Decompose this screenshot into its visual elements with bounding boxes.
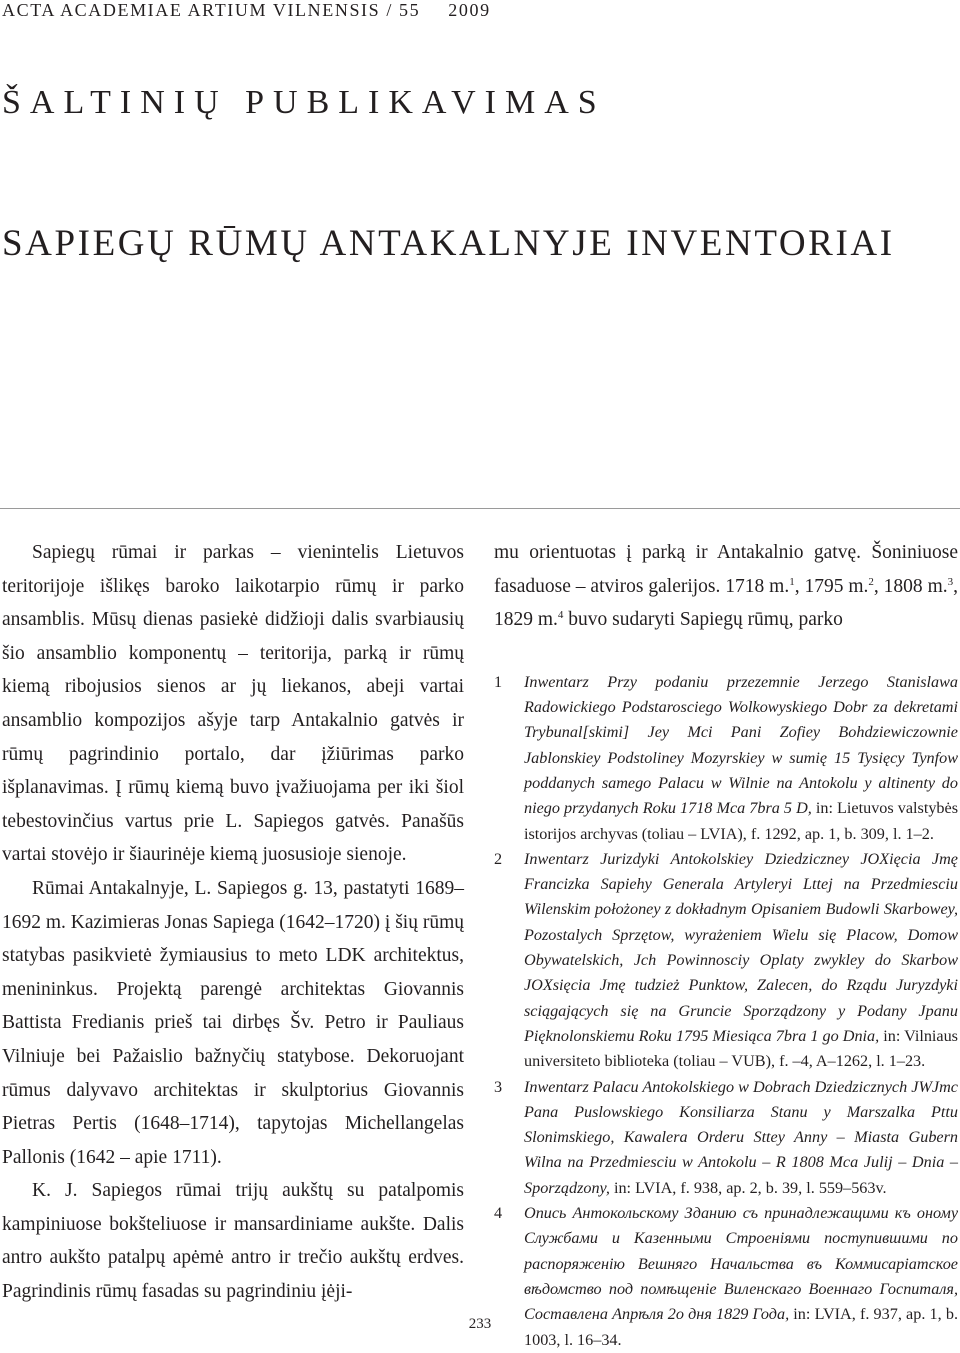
page-number: 233 [468, 1316, 492, 1332]
journal-name: ACTA ACADEMIAE ARTIUM VILNENSIS / 55 [2, 0, 421, 20]
footnote-source-title: Inwentarz Przy podaniu przezemnie Jerzego Stanislawa Radowickiego Podstarosciego Wolkowyskiego Dobr za dekretami Trybunal[skimi] Jey Mci Pani Zofiey Bohdziewiczownie Jablonskiey Podstoliney Mozyrskiey w sumię 15 Tysięcy Tynfow poddanych samego Palacu w Wilnie na Antokolu y altinenty do niego przydanych Roku 1718 Mca 7bra 5 D, [524, 672, 958, 818]
continuation-text-d: , 1829 m. [494, 575, 958, 631]
footnote-3 [494, 1075, 958, 1201]
footnote-number: 2 [494, 849, 503, 868]
footnote-source-title: Inwentarz Palacu Antokolskiego w Dobrach Dziedzicznych JWJmc Pana Puslowskiego Konsiliarza Stanu y Marszalka Pttu Slonimskiego, Kawalera Orderu Sttey Anny – Miasta Gubern Wilna na Przedmiesciu w Antokolu – R 1808 Mca Julij – Dnia – Sporządzony, [524, 1077, 958, 1197]
footnote-number: 1 [494, 672, 503, 691]
footnote-number: 3 [494, 1077, 503, 1096]
footnote-ref-1[interactable]: 1 [789, 575, 795, 588]
footnote-archive-ref: in: Lietuvos valstybės istorijos archyvas (toliau – LVIA), f. 1292, ap. 1, b. 309, l. 1–2. [524, 799, 958, 843]
footnote-archive-ref: in: LVIA, f. 937, ap. 1, b. 1003, l. 16–34. [524, 1305, 958, 1349]
footnote-1 [494, 670, 958, 847]
footnote-archive-ref: in: Vilniaus universiteto biblioteka (toliau – VUB), f. –4, A–1262, l. 1–23. [524, 1026, 958, 1071]
footnote-2 [494, 847, 958, 1075]
footnote-number: 4 [494, 1204, 503, 1223]
footnote-ref-2[interactable]: 2 [868, 575, 874, 588]
section-title: ŠALTINIŲ PUBLIKAVIMAS [2, 84, 606, 121]
body-paragraph-3: K. J. Sapiegos rūmai trijų aukštų su patalpomis kampiniuose bokšteliuose ir mansardiniame aukšte. Dalis antro aukšto patalpų apėmė antro ir trečio aukštų erdves. Pagrindinis rūmų fasadas su pagrindiniu įėji- [2, 1180, 464, 1303]
footnote-ref-3[interactable]: 3 [947, 575, 954, 588]
footnote-source-title: Опись Антокольскому Зданию съ принадлежащими къ оному Службами и Казенными Строеніями поступившими по распоряженію Вешняго Начальства въ Коммисаріатское вѣдомство под помѣщеніе Виленскаго Военнаго Госпиталя, Составлена Апрѣля 2о дня 1829 Года, [524, 1204, 958, 1324]
footnote-source-title: Inwentarz Jurizdyki Antokolskiey Dziedziczney JOXięcia Jmę Francizka Sapiehy Generala Artyleryi Lttej na Przedmiesciu Wilenskim położoney z dokładnym Opisaniem Budowli Skarbowey, Pozostalych Sprzętow, wyrażeniem Wielu się Placow, Domow Obywatelskich, Jch Powinnosciy Oplaty zwykley do Skarbow JOXsięcia Jmę tudzież Punktow, Zalecen, do Rządu Juryzdyki sciągających się na Gruncie Sporządzony y Podany Jpanu Pięknolonskiemu Roku 1795 Miesiąca 7bra 1 go Dnia, [524, 849, 958, 1045]
running-head [2, 0, 491, 21]
body-paragraph-2: Rūmai Antakalnyje, L. Sapiegos g. 13, pastatyti 1689–1692 m. Kazimieras Jonas Sapiega (1642–1720) į šių rūmų statybas pasikvietė žymiausius to meto LDK architektus, menininkus. Projektą parengė architektas Giovannis Battista Fredianis prieš tai dirbęs Šv. Petro ir Pauliaus Vilniuje bei Pažaislio bažnyčių statybose. Dekoruojant rūmus dalyvavo architektas ir skulptorius Giovannis Pietras Pertis (1648–1714), tapytojas Michellangelas Pallonis (1642 – apie 1711). [2, 877, 464, 1168]
footnote-ref-4[interactable]: 4 [557, 609, 564, 622]
continuation-text-b: , 1795 m. [794, 575, 869, 597]
continuation-text-e: buvo sudaryti Sapiegų rūmų, parko [563, 609, 843, 631]
body-continuation [494, 536, 958, 637]
left-column [2, 536, 464, 1309]
horizontal-divider [0, 508, 960, 509]
footnote-archive-ref: in: LVIA, f. 938, ap. 2, b. 39, l. 559–563v. [609, 1178, 887, 1197]
journal-year: 2009 [448, 0, 491, 20]
body-paragraph-1: Sapiegų rūmai ir parkas – vienintelis Lietuvos teritorijoje išlikęs baroko laikotarpio rūmų ir parko ansamblis. Mūsų dienas pasiekė didžioji dalis svarbiausių šio ansamblio komponentų – teritorija, parką ir rūmų kiemą ribojusios sienos ar jų liekanos, abeji vartai ansamblio kompozijos ašyje tarp Antakalnio gatvės ir rūmų pagrindinio portalo, dar įžiūrimas parko išplanavimas. Į rūmų kiemą buvo įvažiuojama per iki šiol tebestovinčius vartus prie L. Sapiegos gatvės. Panašūs vartai stovėjo ir šiaurinėje kiemą juosusioje sienoje. [2, 542, 464, 866]
continuation-text-c: , 1808 m. [873, 575, 948, 597]
right-column [494, 536, 958, 1353]
article-title: SAPIEGŲ RŪMŲ ANTAKALNYJE INVENTORIAI [2, 223, 895, 264]
continuation-text-a: mu orientuotas į parką ir Antakalnio gatvę. Šoniniuose fasaduose – atviros galerijos. 1718 m. [494, 542, 958, 597]
footnotes [494, 670, 958, 1353]
